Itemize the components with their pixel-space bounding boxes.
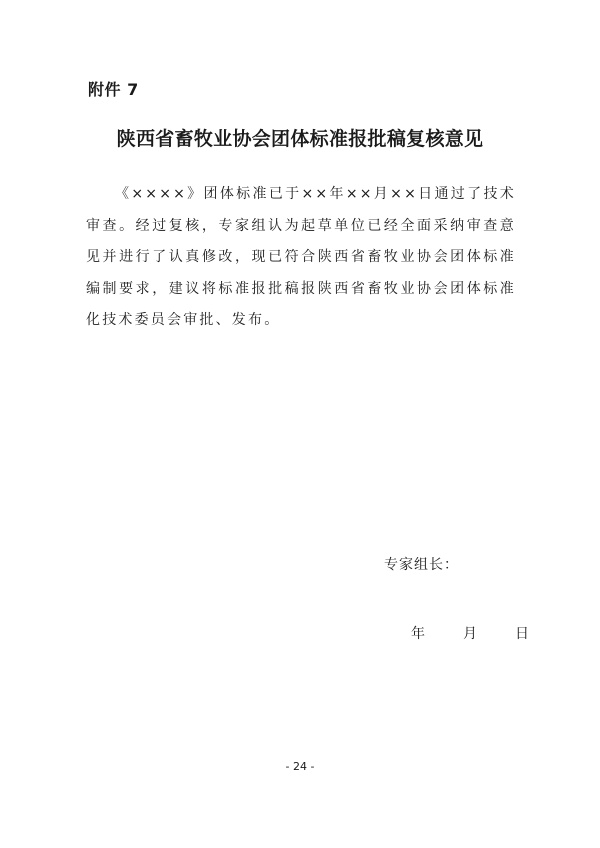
date-line	[411, 623, 529, 643]
body-text	[86, 179, 516, 337]
expert-leader-signature-label: 专家组长：	[384, 557, 459, 573]
attachment-label: 附件 7	[88, 80, 139, 99]
page-number: - 24 -	[285, 760, 315, 773]
body-paragraph: 《××××》团体标准已于××年××月××日通过了技术审查。经过复核，专家组认为起草单位已经全面采纳审查意见并进行了认真修改，现已符合陕西省畜牧业协会团体标准编制要求，建议将标准报批稿报陕西省畜牧业协会团体标准化技术委员会审批、发布。	[86, 186, 516, 328]
month-label: 月	[463, 626, 477, 642]
day-label: 日	[515, 626, 529, 642]
year-label: 年	[411, 626, 425, 642]
document-title: 陕西省畜牧业协会团体标准报批稿复核意见	[116, 128, 484, 150]
